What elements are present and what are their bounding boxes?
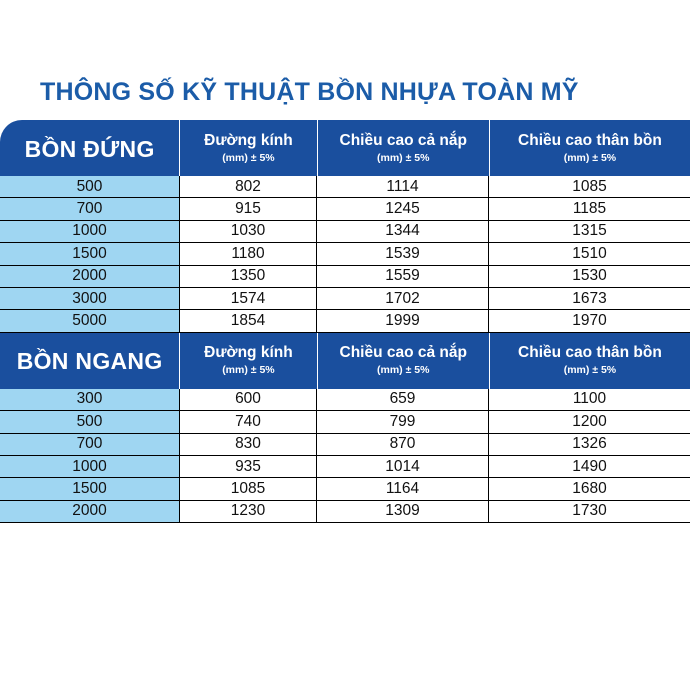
dimension-cell: 1530 [572, 267, 607, 285]
column-header-label: Chiều cao thân bồn [518, 131, 662, 149]
capacity-cell: 1000 [0, 221, 180, 242]
table-row [0, 198, 690, 220]
dimension-cell: 1559 [317, 266, 489, 287]
column-header [490, 120, 690, 176]
bon-dung-header-cell [0, 120, 180, 176]
table-row [0, 310, 690, 332]
dimension-cell: 1114 [317, 176, 489, 197]
table-row [0, 221, 690, 243]
dimension-cell: 1999 [317, 310, 489, 331]
dimension-cell: 1085 [572, 177, 607, 195]
dimension-cell: 1245 [317, 198, 489, 219]
column-header [180, 120, 317, 176]
column-header-label: Đường kính [204, 131, 293, 149]
table-row [0, 411, 690, 433]
dimension-cell: 1326 [572, 435, 607, 453]
dimension-cell: 830 [180, 434, 317, 455]
dimension-cell: 1490 [572, 457, 607, 475]
bon-dung-header-row [0, 120, 690, 176]
dimension-cell: 1180 [180, 243, 317, 264]
dimension-cell: 659 [317, 389, 489, 410]
dimension-cell: 1510 [572, 244, 607, 262]
capacity-cell: 1500 [0, 243, 180, 264]
bon-dung-type-label: BỒN ĐỨNG [24, 135, 155, 162]
column-header [318, 120, 490, 176]
column-header-unit: (mm) ± 5% [377, 151, 430, 164]
capacity-cell: 300 [0, 389, 180, 410]
dimension-cell: 1230 [180, 501, 317, 522]
capacity-cell: 5000 [0, 310, 180, 331]
table-row [0, 176, 690, 198]
column-header-unit: (mm) ± 5% [377, 364, 430, 377]
dimension-cell: 799 [317, 411, 489, 432]
capacity-cell: 2000 [0, 501, 180, 522]
dimension-cell: 1085 [180, 478, 317, 499]
dimension-cell: 1539 [317, 243, 489, 264]
page-title: THÔNG SỐ KỸ THUẬT BỒN NHỰA TOÀN MỸ [40, 78, 579, 106]
capacity-cell: 700 [0, 198, 180, 219]
spec-table [0, 120, 690, 523]
table-row [0, 478, 690, 500]
column-header [180, 333, 317, 389]
dimension-cell: 740 [180, 411, 317, 432]
capacity-cell: 1500 [0, 478, 180, 499]
dimension-cell: 1673 [572, 289, 607, 307]
capacity-cell: 700 [0, 434, 180, 455]
dimension-cell: 1164 [317, 478, 489, 499]
dimension-cell: 600 [180, 389, 317, 410]
capacity-cell: 2000 [0, 266, 180, 287]
column-header [318, 333, 490, 389]
dimension-cell: 870 [317, 434, 489, 455]
dimension-cell: 1309 [317, 501, 489, 522]
dimension-cell: 1350 [180, 266, 317, 287]
column-header-unit: (mm) ± 5% [563, 364, 617, 377]
capacity-cell: 3000 [0, 288, 180, 309]
bon-ngang-type-label: BỒN NGANG [16, 348, 163, 375]
bon-ngang-header-row [0, 333, 690, 389]
dimension-cell: 1854 [180, 310, 317, 331]
dimension-cell: 1030 [180, 221, 317, 242]
dimension-cell: 1702 [317, 288, 489, 309]
dimension-cell: 1315 [572, 222, 607, 240]
column-header-unit: (mm) ± 5% [222, 364, 275, 377]
column-header-label: Đường kính [204, 344, 293, 362]
dimension-cell: 1574 [180, 288, 317, 309]
dimension-cell: 1730 [572, 502, 607, 520]
dimension-cell: 1970 [572, 312, 607, 330]
table-row [0, 501, 690, 523]
table-row [0, 288, 690, 310]
table-row [0, 266, 690, 288]
table-row [0, 456, 690, 478]
dimension-cell: 1200 [572, 412, 607, 430]
column-header [490, 333, 690, 389]
column-header-label: Chiều cao thân bồn [518, 344, 662, 362]
dimension-cell: 935 [180, 456, 317, 477]
capacity-cell: 500 [0, 176, 180, 197]
capacity-cell: 1000 [0, 456, 180, 477]
dimension-cell: 1100 [572, 390, 607, 408]
capacity-cell: 500 [0, 411, 180, 432]
column-header-unit: (mm) ± 5% [222, 151, 275, 164]
column-header-label: Chiều cao cả nắp [339, 131, 467, 149]
table-row [0, 434, 690, 456]
table-row [0, 243, 690, 265]
column-header-unit: (mm) ± 5% [563, 151, 617, 164]
bon-ngang-header-cell [0, 333, 180, 389]
dimension-cell: 1344 [317, 221, 489, 242]
dimension-cell: 1014 [317, 456, 489, 477]
table-row [0, 389, 690, 411]
dimension-cell: 915 [180, 198, 317, 219]
dimension-cell: 1680 [572, 479, 607, 497]
dimension-cell: 802 [180, 176, 317, 197]
column-header-label: Chiều cao cả nắp [339, 344, 467, 362]
dimension-cell: 1185 [572, 200, 607, 218]
